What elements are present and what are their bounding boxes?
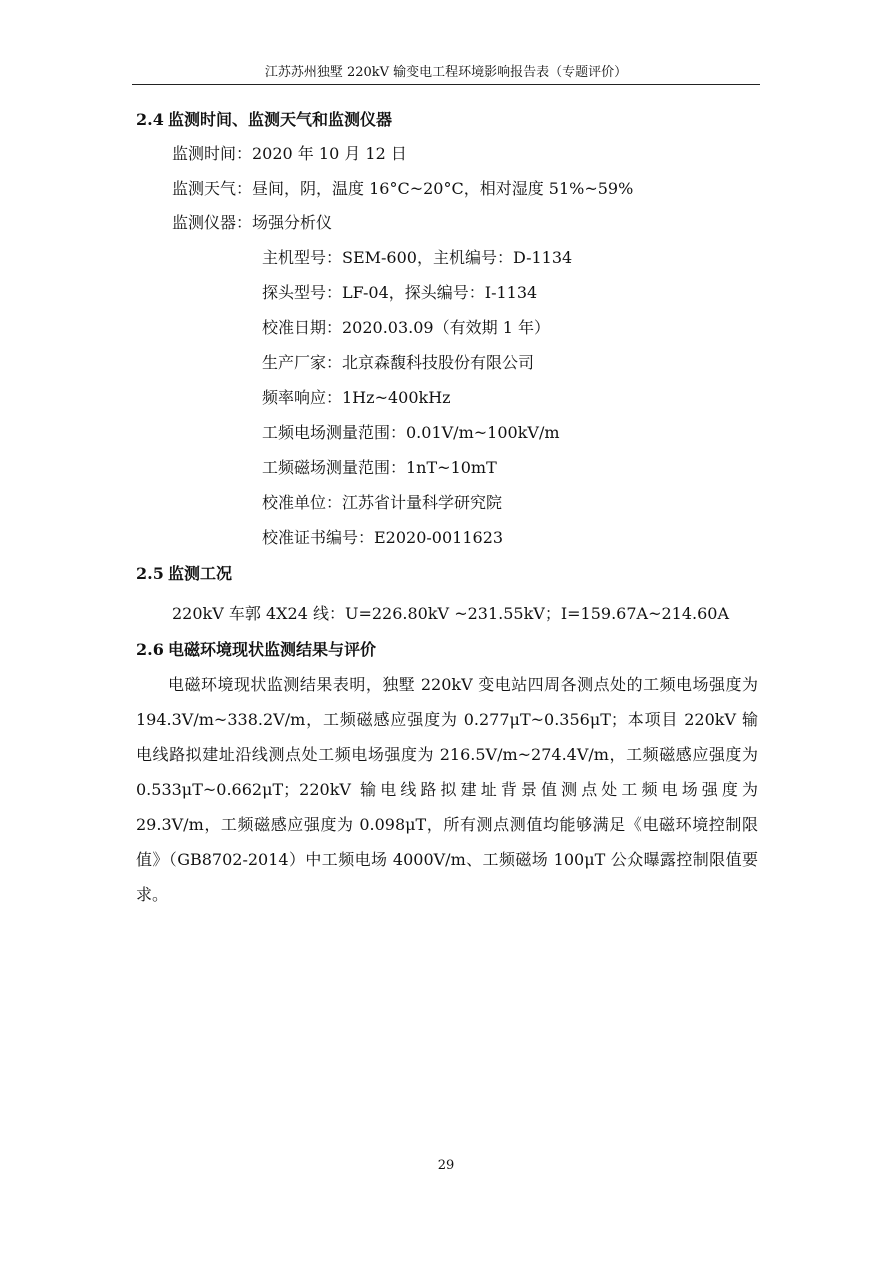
instrument-frequency-response: 频率响应：1Hz~400kHz	[262, 388, 451, 407]
instrument-magnetic-range: 工频磁场测量范围：1nT~10mT	[262, 458, 497, 477]
section-title: 监测工况	[168, 564, 233, 583]
instrument-host-model: 主机型号：SEM-600，主机编号：D-1134	[262, 248, 573, 267]
section-heading-2-4	[136, 108, 392, 132]
instrument-calibration-unit: 校准单位：江苏省计量科学研究院	[262, 493, 503, 512]
section-number: 2.4	[136, 110, 164, 129]
section-heading-2-6	[136, 638, 376, 662]
section-title: 监测时间、监测天气和监测仪器	[168, 110, 393, 129]
instrument-calibration-date: 校准日期：2020.03.09（有效期 1 年）	[262, 318, 550, 337]
monitoring-weather: 监测天气：昼间，阴，温度 16°C~20°C，相对湿度 51%~59%	[172, 179, 634, 198]
section-number: 2.6	[136, 640, 164, 659]
section-heading-2-5	[136, 562, 232, 586]
section-number: 2.5	[136, 564, 164, 583]
monitoring-time: 监测时间：2020 年 10 月 12 日	[172, 144, 407, 163]
results-paragraph: 电磁环境现状监测结果表明，独墅 220kV 变电站四周各测点处的工频电场强度为 194.3V/m~338.2V/m，工频磁感应强度为 0.277μT~0.356μT；本项目 220kV 输电线路拟建址沿线测点处工频电场强度为 216.5V/m~274.4V/m，工频磁感应强度为 0.533μT~0.662μT；220kV 输电线路拟建址背景值测点处工频电场强度为 29.3V/m，工频磁感应强度为 0.098μT，所有测点测值均能够满足《电磁环境控制限值》（GB8702-2014）中工频电场 4000V/m、工频磁场 100μT 公众曝露控制限值要求。	[136, 675, 758, 904]
instrument-certificate-number: 校准证书编号：E2020-0011623	[262, 528, 504, 547]
monitoring-instrument: 监测仪器：场强分析仪	[172, 213, 333, 232]
instrument-electric-range: 工频电场测量范围：0.01V/m~100kV/m	[262, 423, 560, 442]
section-title: 电磁环境现状监测结果与评价	[168, 640, 377, 659]
page-number: 29	[437, 1158, 455, 1173]
operating-condition: 220kV 车郭 4X24 线：U=226.80kV ~231.55kV；I=159.67A~214.60A	[172, 604, 730, 623]
instrument-manufacturer: 生产厂家：北京森馥科技股份有限公司	[262, 353, 535, 372]
page-header: 江苏苏州独墅 220kV 输变电工程环境影响报告表（专题评价）	[132, 62, 760, 85]
instrument-probe-model: 探头型号：LF-04，探头编号：I-1134	[262, 283, 538, 302]
